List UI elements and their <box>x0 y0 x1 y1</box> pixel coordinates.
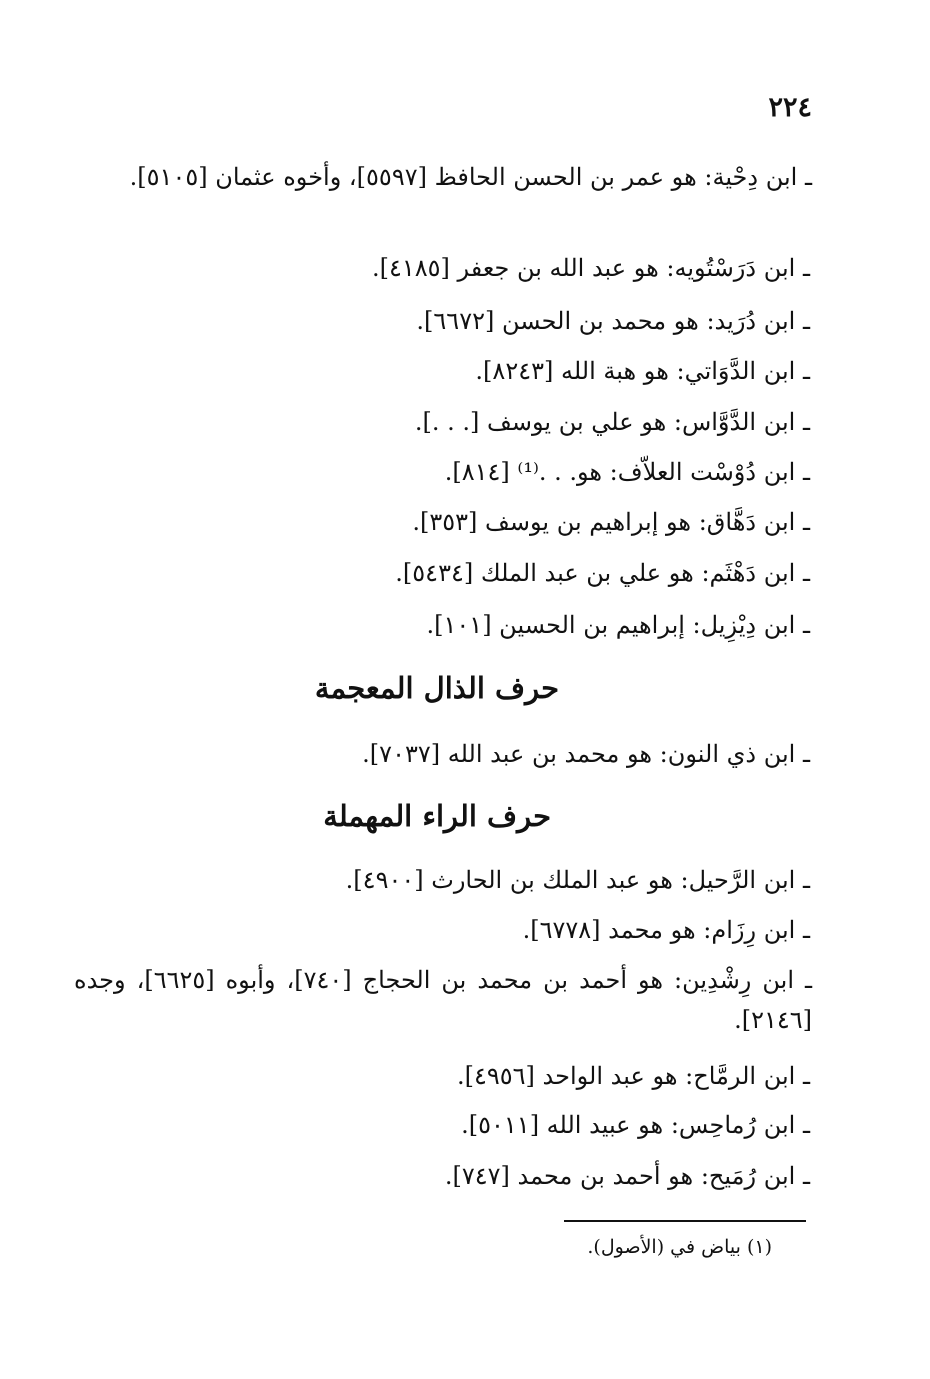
entry-ibn-dust: ـ ابن دُوْسْت العلاّف: هو. . .⁽¹⁾ [٨١٤]. <box>444 458 810 486</box>
section-heading-dhal: حرف الذال المعجمة <box>314 671 559 705</box>
entry-ibn-al-dawati: ـ ابن الدَّوَاتي: هو هبة الله [٨٢٤٣]. <box>475 357 810 385</box>
entry-ibn-al-dawwas: ـ ابن الدَّوَّاس: هو علي بن يوسف [. . .]. <box>414 408 810 436</box>
entry-ibn-al-rammah: ـ ابن الرمَّاح: هو عبد الواحد [٤٩٥٦]. <box>456 1062 810 1090</box>
entry-ibn-dahhaq: ـ ابن دَهَّاق: هو إبراهيم بن يوسف [٣٥٣]. <box>412 508 810 536</box>
entry-ibn-rumayh: ـ ابن رُمَيح: هو أحمد بن محمد [٧٤٧]. <box>444 1162 810 1190</box>
entry-ibn-durayd: ـ ابن دُرَيد: هو محمد بن الحسن [٦٦٧٢]. <box>416 307 810 335</box>
footnote-separator <box>564 1220 806 1222</box>
entry-ibn-dhi-al-nun: ـ ابن ذي النون: هو محمد بن عبد الله [٧٠٣٧]. <box>362 740 810 768</box>
entry-ibn-al-rahil: ـ ابن الرَّحيل: هو عبد الملك بن الحارث [٤٩٠٠]. <box>345 866 810 894</box>
page-number: ٢٢٤ <box>768 92 812 123</box>
footnote: (١) بياض في (الأصول). <box>587 1236 772 1258</box>
entry-ibn-rumahis: ـ ابن رُماحِس: هو عبيد الله [٥٠١١]. <box>461 1111 810 1139</box>
entry-ibn-dihya: ـ ابن دِحْية: هو عمر بن الحسن الحافظ [٥٥٩٧]، وأخوه عثمان [٥١٠٥]. <box>129 163 812 191</box>
entry-ibn-dizil: ـ ابن دِيْزِيل: إبراهيم بن الحسين [١٠١]. <box>426 611 810 639</box>
entry-ibn-rishdin: ـ ابن رِشْدِين: هو أحمد بن محمد بن الحجاج [٧٤٠]، وأبوه [٦٦٢٥]، وجده [٢١٤٦]. <box>74 966 813 1034</box>
entry-ibn-rizam: ـ ابن رِزَام: هو محمد [٦٧٧٨]. <box>522 916 810 944</box>
section-heading-ra: حرف الراء المهملة <box>323 799 551 833</box>
entry-ibn-dahtham: ـ ابن دَهْثَم: هو علي بن عبد الملك [٥٤٣٤]. <box>395 559 810 587</box>
entry-ibn-darastawayh: ـ ابن دَرَسْتُويه: هو عبد الله بن جعفر [٤١٨٥]. <box>371 254 810 282</box>
